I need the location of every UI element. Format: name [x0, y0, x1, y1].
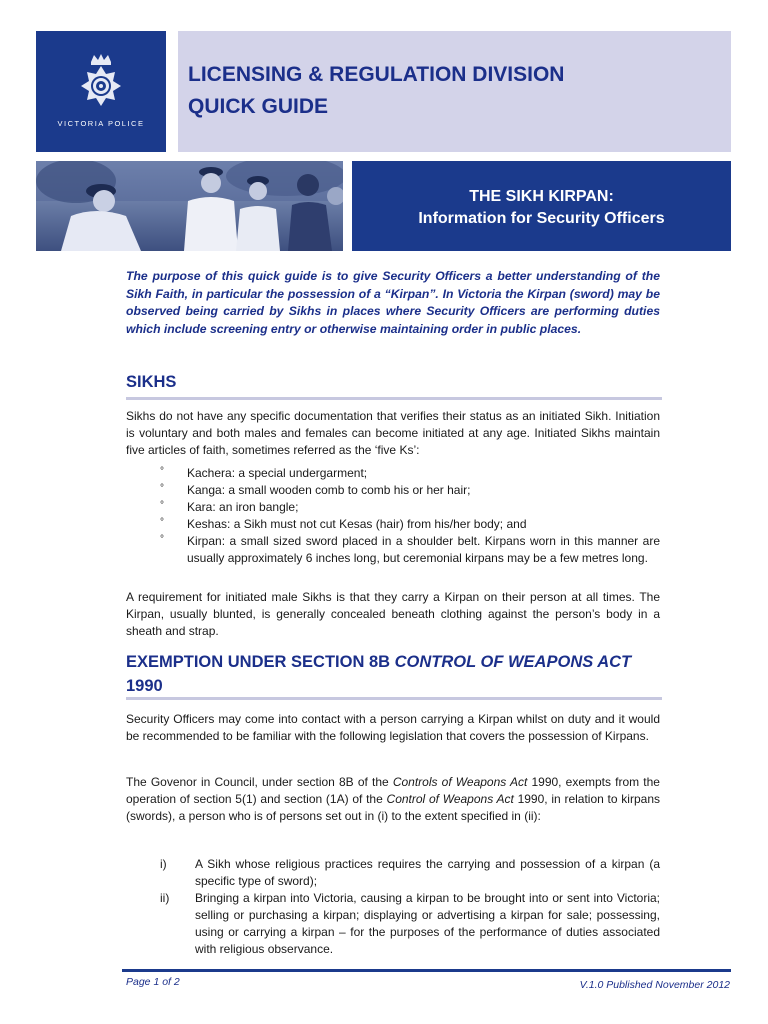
exemption-paragraph-2: The Govenor in Council, under section 8B of the Controls of Weapons Act 1990, exempts from the operation of section 5(1) and section (1A) of the Control of Weapons Act 1990, in relation to kirpans (swords), a person who is of persons set out in (i) to the extent specified in (ii): [126, 775, 660, 823]
sikhs-paragraph-2: A requirement for initiated male Sikhs is that they carry a Kirpan on their person at all times. The Kirpan, usually blunted, is generally concealed beneath clothing against the person’s body in a sheath and strap. [126, 590, 660, 638]
intro-paragraph: The purpose of this quick guide is to give Security Officers a better understanding of the Sikh Faith, in particular the possession of a “Kirpan”. In Victoria the Kirpan (sword) may be observed being carried by Sikhs in places where Security Officers are performing duties which include screening entry or otherwise maintaining order in public places. [126, 269, 660, 337]
exemption-paragraph-1: Security Officers may come into contact with a person carrying a Kirpan whilst on duty and it would be recommended to be familiar with the following legislation that covers the possession of Kirpans. [126, 712, 660, 743]
bullet-icon: ° [160, 500, 164, 511]
logo-text: VICTORIA POLICE [57, 119, 145, 128]
guide-title: QUICK GUIDE [188, 95, 329, 118]
list-item: i) A Sikh whose religious practices requires the carrying and possession of a kirpan (a specific type of sword); [160, 857, 660, 888]
version-info: V.1.0 Published November 2012 [579, 979, 730, 991]
sikhs-paragraph-1: Sikhs do not have any specific documentation that verifies their status as an initiated Sikh. Initiation is voluntary and both males and females can become initiated at any age. Initiated Sikhs maintain five articles of faith, sometimes referred as the ‘five Ks’: [126, 409, 660, 457]
five-ks-list [160, 465, 660, 567]
title-banner [178, 31, 731, 152]
list-item: ° Kachera: a special undergarment; [160, 465, 660, 482]
subtitle-banner [352, 161, 731, 251]
list-item: ° Kanga: a small wooden comb to comb his or her hair; [160, 482, 660, 499]
list-item: ° Kirpan: a small sized sword placed in a shoulder belt. Kirpans worn in this manner are usually approximately 6 inches long, but ceremonial kirpans may be a few metres long. [160, 533, 660, 567]
list-item: ii) Bringing a kirpan into Victoria, causing a kirpan to be brought into or sent into Victoria; selling or purchasing a kirpan; displaying or advertising a kirpan for sale; possessing, using or carrying a kirpan – for the purposes of the performance of duties associated with religious observance. [160, 891, 660, 956]
bullet-icon: ° [160, 483, 164, 494]
division-title: LICENSING & REGULATION DIVISION [188, 63, 565, 86]
list-item: ° Kara: an iron bangle; [160, 499, 660, 516]
subtitle-line-2: Information for Security Officers [418, 210, 665, 227]
exemption-list [160, 856, 660, 958]
bullet-icon: ° [160, 466, 164, 477]
exemption-heading: EXEMPTION UNDER SECTION 8B CONTROL OF WEAPONS ACT 1990 [126, 653, 632, 695]
section-divider [126, 697, 662, 700]
page-number: Page 1 of 2 [126, 976, 180, 988]
victoria-police-logo [36, 31, 166, 152]
bullet-icon: ° [160, 517, 164, 528]
police-officers-photo [36, 161, 343, 251]
bullet-icon: ° [160, 534, 164, 545]
section-divider [126, 397, 662, 400]
footer-divider [122, 969, 731, 972]
sikhs-heading: SIKHS [126, 373, 177, 391]
subtitle-line-1: THE SIKH KIRPAN: [469, 188, 614, 205]
list-item: ° Keshas: a Sikh must not cut Kesas (hair) from his/her body; and [160, 516, 660, 533]
police-badge-icon [80, 53, 122, 109]
